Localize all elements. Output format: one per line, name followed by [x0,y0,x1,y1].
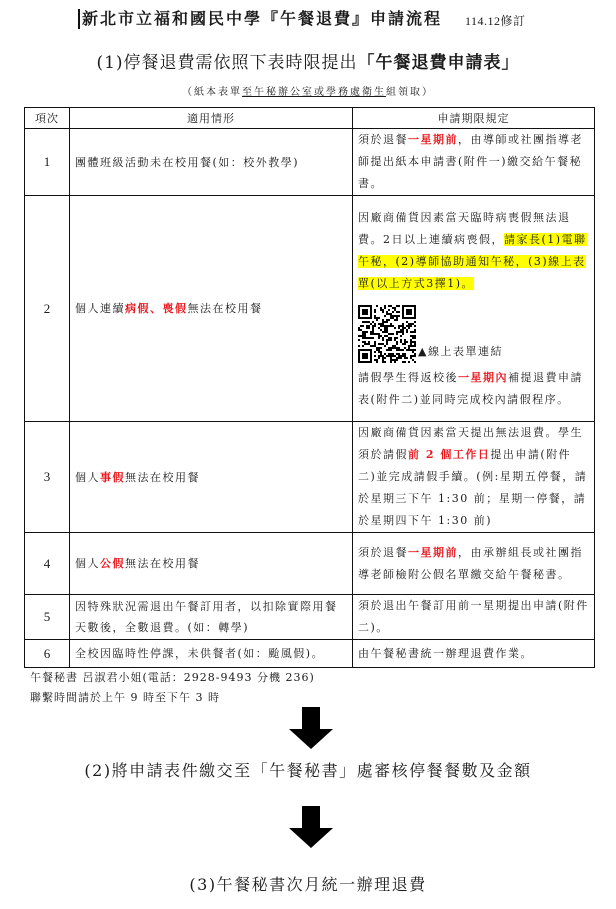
deadline-rule-cell [353,640,595,668]
rule-text: ，由導師或社團指導老師提出紙本申請書(附件一)繳交給午餐秘書。 [358,133,583,190]
step-3-text: (3)午餐秘書次月統一辦理退費 [189,875,427,894]
item-number: 6 [25,640,70,668]
note-open: （紙本表單 [182,87,242,98]
table-row [25,640,595,668]
rule-text: 因廠商備貨因素當天臨時病喪假無法退費。2日以上連續病喪假， [358,210,571,246]
item-number: 1 [25,129,70,196]
emphasis-text: 事假 [100,470,125,484]
highlighted-text: 請家長(1)電聯午秘，(2)導師協助通知午秘，(3)線上表單(以上方式3擇1)。 [358,232,587,290]
condition-cell [70,533,353,595]
rule-text: 補提退費申請表(附件二)並同時完成校內請假程序。 [358,370,583,406]
qr-code-icon[interactable] [358,305,416,363]
condition-cell [70,640,353,668]
condition-text: 因特殊狀況需退出午餐訂用者，以扣除實際用餐天數後，全數退費。(如：轉學) [75,600,338,634]
rule-text: 請假學生得返校後 [358,370,458,384]
online-form-qr [358,305,589,363]
contact-hours: 聯繫時間請於上午 9 時至下午 3 時 [30,691,220,704]
condition-cell [70,422,353,533]
revision-date: 114.12修訂 [465,14,526,28]
condition-cell [70,595,353,640]
step-1-heading [0,48,616,73]
rule-paragraph [358,207,589,295]
condition-cell [70,129,353,196]
deadline-rule-cell [353,533,595,595]
emphasis-text: 前 2 個工作日 [408,448,491,461]
rule-text: 提出申請(附件二)並完成請假手續。(例:星期五停餐，請於星期三下午 1:30 前；星期一停餐，請於星期四下午 1:30 前) [358,448,588,527]
emphasis-text: 公假 [100,557,125,570]
condition-text: 無法在校用餐 [125,470,200,484]
deadline-rule-cell [353,422,595,533]
form-name: 「午餐退費申請表」 [357,53,520,73]
deadline-rule-cell [353,196,595,422]
form-pickup-note [0,83,616,98]
document-title: 新北市立福和國民中學『午餐退費』申請流程 [78,9,442,29]
down-arrow-icon [289,806,333,848]
condition-text: 無法在校用餐 [125,557,200,570]
condition-text: 個人連續 [75,302,125,315]
rule-text: 須於退餐 [358,133,408,146]
refund-rules-table [24,107,595,668]
header-deadline-rule: 申請期限規定 [353,108,595,129]
deadline-rule-cell [353,129,595,196]
emphasis-text: 一星期前 [408,545,458,559]
rule-text: ，由承辦組長或社團指導老師檢附公假名單繳交給午餐秘書。 [358,545,583,581]
condition-text: 團體班級活動未在校用餐(如：校外教學) [75,155,300,169]
header-condition: 適用情形 [70,108,353,129]
rule-text: 由午餐秘書統一辦理退費作業。 [358,646,533,660]
step-1-prefix: (1)停餐退費需依照下表時限提出 [96,53,358,73]
note-close: 組領取） [386,87,434,98]
rule-paragraph [358,367,589,411]
table-row [25,595,595,640]
condition-text: 個人 [75,470,100,484]
emphasis-text: 一星期前 [408,133,458,146]
condition-text: 全校因臨時性停課，未供餐者(如：颱風假)。 [75,647,325,660]
condition-text: 個人 [75,557,100,570]
item-number: 3 [25,422,70,533]
condition-cell [70,196,353,422]
condition-text: 無法在校用餐 [187,302,263,315]
item-number: 2 [25,196,70,422]
table-row [25,129,595,196]
qr-caption: ▲線上表單連結 [418,344,503,358]
item-number: 5 [25,595,70,640]
down-arrow-icon [289,707,333,749]
rule-text: 須於退出午餐訂用前一星期提出申請(附件二)。 [358,599,589,634]
contact-secretary: 午餐秘書 呂淑君小姐(電話：2928-9493 分機 236) [30,671,315,684]
table-row [25,196,595,422]
emphasis-text: 一星期內 [458,370,508,384]
item-number: 4 [25,533,70,595]
deadline-rule-cell [353,595,595,640]
table-row [25,533,595,595]
table-row [25,422,595,533]
emphasis-text: 病假、喪假 [125,302,188,315]
rule-text: 須於退餐 [358,545,408,559]
note-location: 至午秘辦公室或學務處衛生 [242,87,386,98]
rule-text: 因廠商備貨因素當天提出無法退費。學生須於請假 [358,426,583,461]
table-header-row [25,108,595,129]
step-2-text: (2)將申請表件繳交至「午餐秘書」處審核停餐餐數及金額 [84,761,532,780]
header-item-no: 項次 [25,108,70,129]
